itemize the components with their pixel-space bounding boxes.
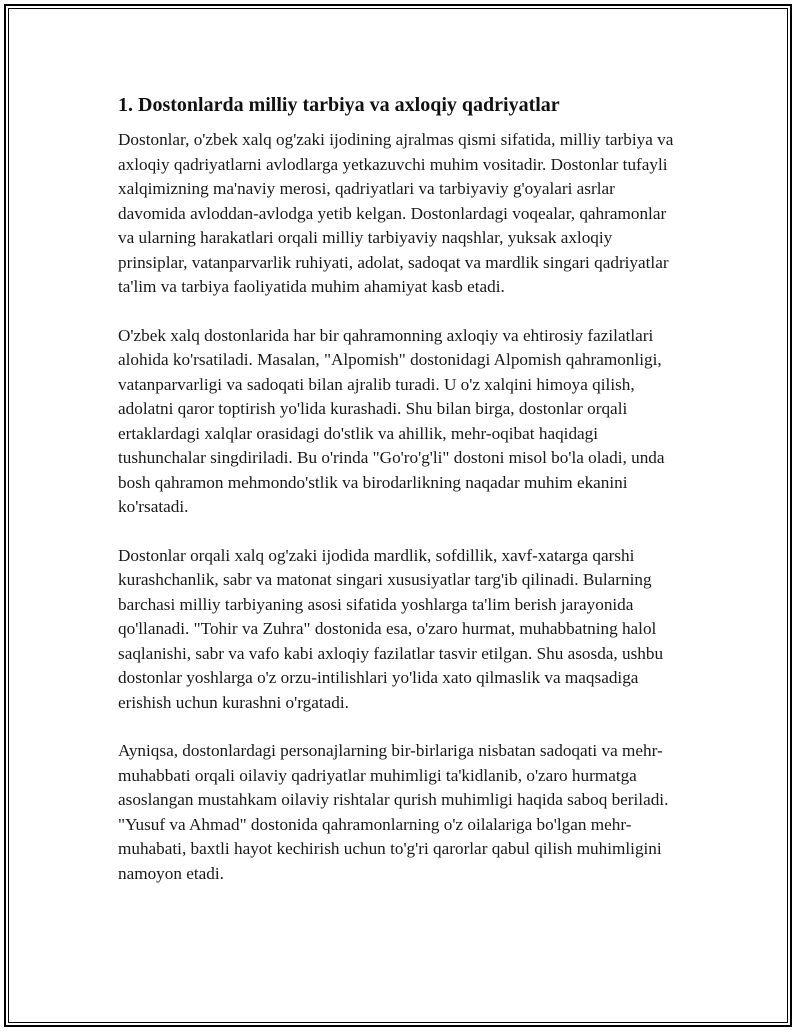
document-body [118, 92, 684, 910]
paragraph-4: Ayniqsa, dostonlardagi personajlarning bir-birlariga nisbatan sadoqati va mehr-muhabbati orqali oilaviy qadriyatlar muhimligi ta'kidlanib, o'zaro hurmatga asoslangan mustahkam oilaviy rishtalar qurish muhimligi haqida saboq beriladi. "Yusuf va Ahmad" dostonida qahramonlarning o'z oilalariga bo'lgan mehr-muhabati, baxtli hayot kechirish uchun to'g'ri qarorlar qabul qilish muhimligini namoyon etadi. [118, 741, 669, 883]
section-heading: 1. Dostonlarda milliy tarbiya va axloqiy qadriyatlar [118, 94, 560, 116]
paragraph-3: Dostonlar orqali xalq og'zaki ijodida mardlik, sofdillik, xavf-xatarga qarshi kurashchanlik, sabr va matonat singari xususiyatlar targ'ib qilinadi. Bularning barchasi milliy tarbiyaning asosi sifatida yoshlarga ta'lim berish jarayonida qo'llanadi. "Tohir va Zuhra" dostonida esa, o'zaro hurmat, muhabbatning halol saqlanishi, sabr va vafo kabi axloqiy fazilatlar tasvir etilgan. Shu asosda, ushbu dostonlar yoshlarga o'z orzu-intilishlari yo'lida xato qilmaslik va maqsadiga erishish uchun kurashni o'rgatadi. [118, 545, 664, 712]
paragraph-1: Dostonlar, o'zbek xalq og'zaki ijodining ajralmas qismi sifatida, milliy tarbiya va axloqiy qadriyatlarni avlodlarga yetkazuvchi muhim vositadir. Dostonlar tufayli xalqimizning ma'naviy merosi, qadriyatlari va tarbiyaviy g'oyalari asrlar davomida avloddan-avlodga yetib kelgan. Dostonlardagi voqealar, qahramonlar va ularning harakatlari orqali milliy tarbiyaviy naqshlar, yuksak axloqiy prinsiplar, vatanparvarlik ruhiyati, adolat, sadoqat va mardlik singari qadriyatlar ta'lim va tarbiya faoliyatida muhim ahamiyat kasb etadi. [118, 130, 674, 296]
paragraph-2: O'zbek xalq dostonlarida har bir qahramonning axloqiy va ehtirosiy fazilatlari alohida ko'rsatiladi. Masalan, "Alpomish" dostonidagi Alpomish qahramonligi, vatanparvarligi va sadoqati bilan ajralib turadi. U o'z xalqini himoya qilish, adolatni qaror toptirish yo'lida kurashadi. Shu bilan birga, dostonlar orqali ertaklardagi xalqlar orasidagi do'stlik va ahillik, mehr-oqibat haqidagi tushunchalar singdiriladi. Bu o'rinda "Go'ro'g'li" dostoni misol bo'la oladi, unda bosh qahramon mehmondo'stlik va birodarlikning naqadar muhim ekanini ko'rsatadi. [118, 325, 665, 516]
